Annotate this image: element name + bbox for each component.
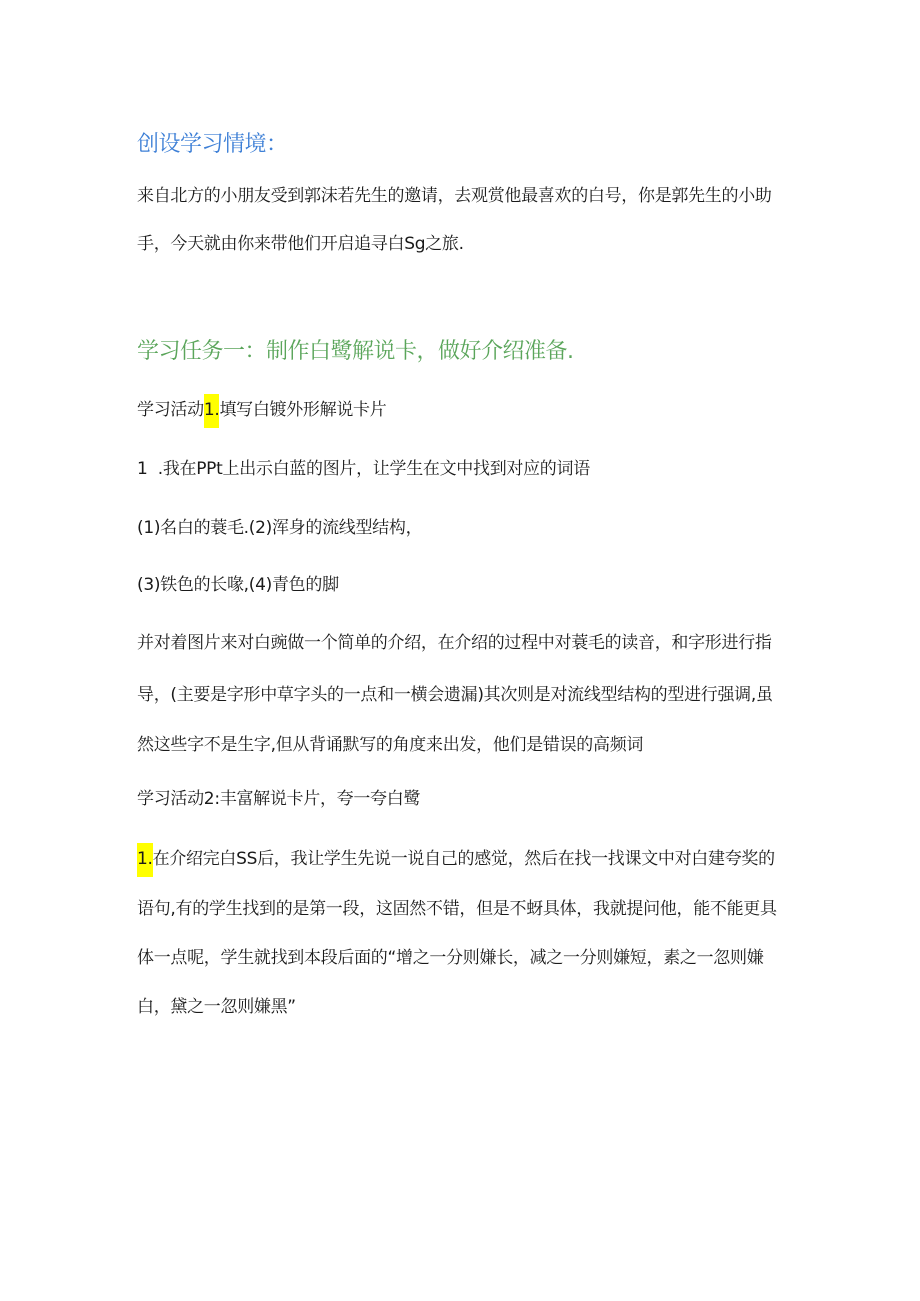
activity1-prefix: 学习活动 — [137, 400, 204, 420]
heading-scenario: 创设学习情境： — [137, 132, 288, 157]
para2-line-4: 白，黛之一忽则嫌黑” — [137, 997, 296, 1017]
scenario-line-1: 来自北方的小朋友受到郭沫若先生的邀请，去观赏他最喜欢的白号，你是郭先生的小助 — [137, 186, 772, 206]
words-line-1: (1)名白的蓑毛.(2)浑身的流线型结构， — [137, 518, 423, 538]
item1-line: 1 .我在PPt上出示白蓝的图片，让学生在文中找到对应的词语 — [137, 459, 590, 479]
activity2-line: 学习活动2:丰富解说卡片，夸一夸白鹭 — [137, 789, 421, 809]
explain-line-1: 并对着图片来对白豌做一个简单的介绍，在介绍的过程中对蓑毛的读音，和字形进行指 — [137, 633, 772, 653]
scenario-line-2: 手，今天就由你来带他们开启追寻白Sg之旅. — [137, 234, 464, 254]
explain-line-2: 导，(主要是字形中草字头的一点和一横会遗漏)其次则是对流线型结构的型进行强调,虽 — [137, 685, 773, 705]
activity1-number-highlight: 1. — [204, 394, 220, 428]
para2-line-2: 语句,有的学生找到的是第一段，这固然不错，但是不蚜具体，我就提问他，能不能更具 — [137, 899, 777, 919]
activity1-line — [137, 398, 386, 422]
para2-number-highlight: 1. — [137, 843, 153, 877]
words-line-2: (3)铁色的长喙,(4)青色的脚 — [137, 575, 339, 595]
para2-line1-rest: 在介绍完白SS后，我让学生先说一说自己的感觉，然后在找一找课文中对白建夸奖的 — [152, 849, 775, 869]
para2-line-3: 体一点呢，学生就找到本段后面的“增之一分则嫌长，减之一分则嫌短，素之一忽则嫌 — [137, 948, 764, 968]
para2-line-1 — [137, 847, 775, 871]
activity1-rest: 填写白镀外形解说卡片 — [219, 400, 387, 420]
task1-heading: 学习任务一：制作白鹭解说卡，做好介绍准备. — [137, 339, 574, 364]
explain-line-3: 然这些字不是生字,但从背诵默写的角度来出发，他们是错误的高频词 — [137, 735, 644, 755]
